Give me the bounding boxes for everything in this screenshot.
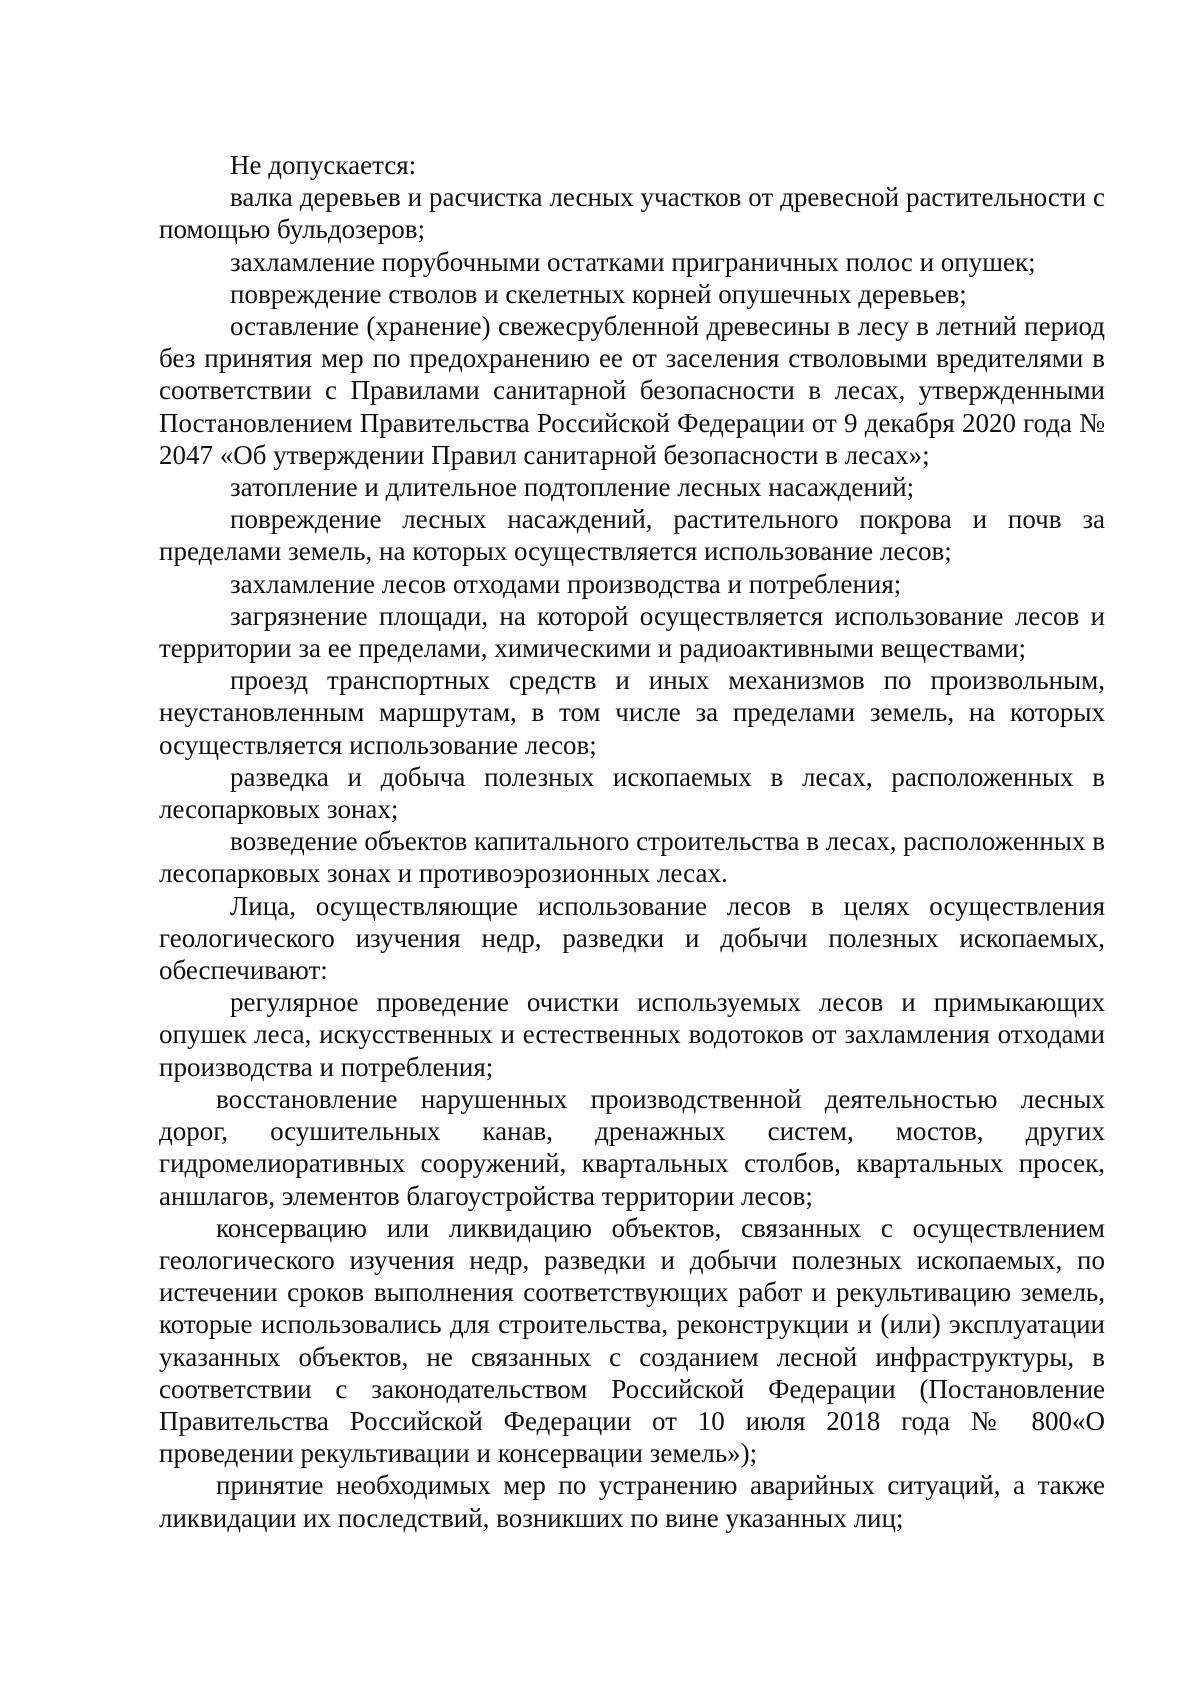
- paragraph-littering-borders: захламление порубочными остатками приграничных полос и опушек;: [230, 246, 1036, 277]
- paragraph-cleaning: регулярное проведение очистки используемых лесов и примыкающих опушек леса, искусственных и естественных водотоков от захламления отходами производства и потребления;: [159, 987, 1105, 1082]
- paragraph-emergency: принятие необходимых мер по устранению аварийных ситуаций, а также ликвидации их последствий, возникших по вине указанных лиц;: [159, 1470, 1105, 1533]
- paragraph-vegetation-damage: повреждение лесных насаждений, растительного покрова и почв за пределами земель, на которых осуществляется использование лесов;: [159, 504, 1105, 567]
- paragraph-felling: валка деревьев и расчистка лесных участков от древесной растительности с помощью бульдозеров;: [159, 182, 1105, 245]
- paragraph-trunk-damage: повреждение стволов и скелетных корней опушечных деревьев;: [230, 278, 967, 309]
- paragraph-obligations-intro: Лица, осуществляющие использование лесов в целях осуществления геологического изучения недр, разведки и добычи полезных ископаемых, обеспечивают:: [159, 890, 1105, 986]
- document-body: [159, 149, 1105, 1534]
- paragraph-timber-storage: оставление (хранение) свежесрубленной древесины в лесу в летний период без принятия мер по предохранению ее от заселения стволовыми вредителями в соответствии с Правилами санитарной безопасности в лесах, утвержденными Постановлением Правительства Российской Федерации от 9 декабря 2020 года № 2047 «Об утверждении Правил санитарной безопасности в лесах»;: [159, 311, 1105, 470]
- paragraph-mining-parks: разведка и добыча полезных ископаемых в лесах, расположенных в лесопарковых зонах;: [159, 761, 1105, 825]
- paragraph-construction: возведение объектов капитального строительства в лесах, расположенных в лесопарковых зонах и противоэрозионных лесах.: [159, 826, 1105, 889]
- paragraph-pollution: загрязнение площади, на которой осуществляется использование лесов и территории за ее пределами, химическими и радиоактивными веществами;: [159, 600, 1105, 664]
- paragraph-conservation: консервацию или ликвидацию объектов, связанных с осуществлением геологического изучения недр, разведки и добычи полезных ископаемых, по истечении сроков выполнения соответствующих работ и рекультивацию земель, которые использовались для строительства, реконструкции и (или) эксплуатации указанных объектов, не связанных с созданием лесной инфраструктуры, в соответствии с законодательством Российской Федерации (Постановление Правительства Российской Федерации от 10 июля 2018 года № 800«О проведении рекультивации и консервации земель»);: [159, 1212, 1105, 1469]
- paragraph-not-allowed-heading: Не допускается:: [230, 150, 417, 180]
- paragraph-waste-littering: захламление лесов отходами производства и потребления;: [230, 568, 902, 599]
- paragraph-flooding: затопление и длительное подтопление лесных насаждений;: [230, 472, 915, 503]
- paragraph-restoration: восстановление нарушенных производственной деятельностью лесных дорог, осушительных канав, дренажных систем, мостов, других гидромелиоративных сооружений, квартальных столбов, квартальных просек, аншлагов, элементов благоустройства территории лесов;: [159, 1083, 1105, 1211]
- paragraph-vehicle-passage: проезд транспортных средств и иных механизмов по произвольным, неустановленным маршрутам, в том числе за пределами земель, на которых осуществляется использование лесов;: [159, 665, 1105, 760]
